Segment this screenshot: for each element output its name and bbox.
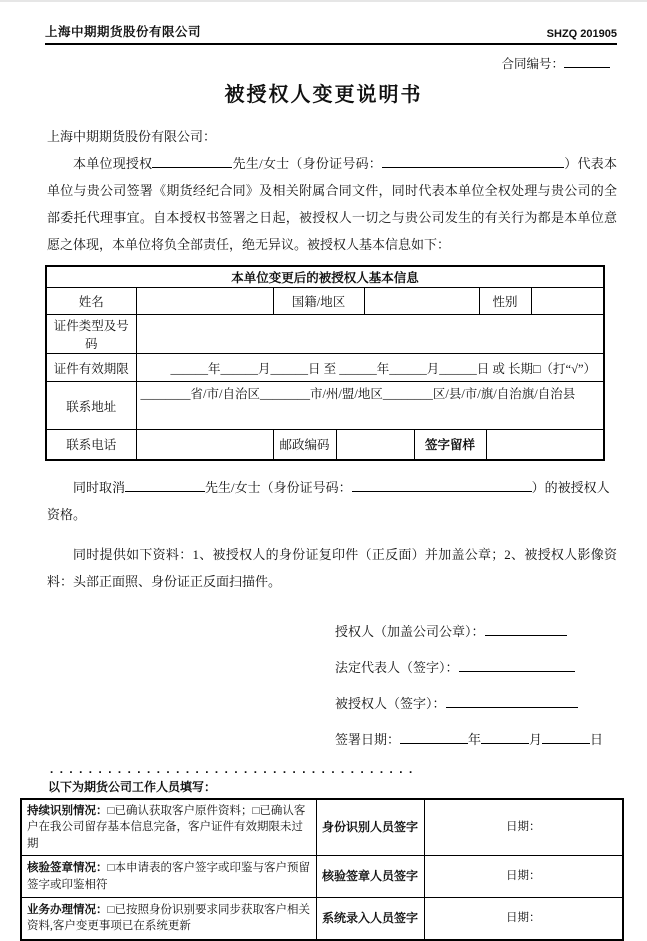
sign-month-blank — [481, 730, 529, 744]
paragraph-text: 先生/女士（身份证号码： — [205, 479, 352, 495]
legal-rep-sign-blank — [459, 658, 575, 672]
paragraph-text: 同时取消 — [73, 479, 126, 495]
gender-value-cell — [531, 288, 604, 315]
nationality-value-cell — [364, 288, 479, 315]
id-validity-label: 证件有效期限 — [46, 354, 136, 382]
table-row — [21, 898, 623, 940]
day-label: 日 — [590, 731, 604, 747]
postcode-label: 邮政编码 — [273, 430, 336, 460]
identity-check-signer-label: 身份识别人员签字 — [316, 799, 424, 856]
name-label: 姓名 — [46, 288, 136, 315]
authorizer-sign-line — [335, 621, 647, 641]
sign-day-blank — [542, 730, 590, 744]
signature-block — [335, 621, 647, 749]
row-text: □本申请表的客户签字或印鉴与客户预留签字或印鉴相符 — [27, 862, 310, 891]
name-value-cell — [136, 288, 273, 315]
authorizer-label: 授权人（加盖公司公章）： — [335, 623, 485, 639]
cancelled-name-blank-field — [125, 478, 205, 492]
document-body-2 — [47, 474, 617, 595]
gender-label: 性别 — [479, 288, 531, 315]
paragraph-text: 本单位现授权 — [73, 156, 153, 171]
id-type-value-cell — [136, 315, 604, 354]
contract-number-blank-field — [564, 54, 610, 68]
row-text: □已按照身份识别要求同步获取客户相关资料,客户变更事项已在系统更新 — [27, 903, 310, 933]
continuous-identification-cell — [21, 799, 316, 856]
postcode-value-cell — [336, 430, 414, 460]
sign-year-blank — [400, 730, 468, 744]
greeting-line: 上海中期期货股份有限公司： — [47, 129, 217, 144]
business-handling-cell — [21, 898, 316, 940]
document-body — [47, 123, 617, 258]
seal-check-signer-label: 核验签章人员签字 — [316, 856, 424, 898]
row-label: 持续识别情况： — [27, 804, 108, 817]
signature-sample-label: 签字留样 — [414, 430, 486, 460]
address-label: 联系地址 — [46, 382, 136, 430]
authorized-label: 被授权人（签字）： — [335, 695, 446, 711]
legal-rep-label: 法定代表人（签字）： — [335, 659, 459, 675]
document-title: 被授权人变更说明书 — [224, 84, 423, 106]
nationality-label: 国籍/地区 — [273, 288, 364, 315]
row-label: 核验签章情况： — [27, 862, 108, 874]
table-row — [21, 856, 623, 898]
authorized-person-info-table — [45, 265, 605, 461]
id-validity-value-cell: ______年______月______日 至 ______年______月______日 或 长期□（打“√”） — [136, 354, 604, 382]
year-label: 年 — [468, 731, 482, 747]
paragraph-text: 先生/女士（身份证号码： — [232, 156, 383, 171]
address-value-cell: ________省/市/自治区________市/州/盟/地区________区/县/市/旗/自治旗/自治县 — [136, 382, 604, 430]
phone-value-cell — [136, 430, 273, 460]
contract-number-row — [0, 54, 610, 72]
contract-number-label: 合同编号： — [501, 57, 564, 71]
cancellation-paragraph — [47, 474, 617, 528]
id-type-label: 证件类型及号码 — [46, 315, 136, 354]
table-row — [21, 799, 623, 856]
seal-verification-cell — [21, 856, 316, 898]
paragraph-text: ）代表本单位与贵公司签署《期货经纪合同》及相关附属合同文件，同时代表本单位全权处理与贵公司的全部委托代理事宜。自本授权书签署之日起，被授权人一切之与贵公司发生的有关行为都是本单位意愿之体现，本单位将负全部责任，绝无异议。被授权人基本信息如下： — [47, 156, 617, 252]
staff-note: 以下为期货公司工作人员填写： — [48, 779, 217, 794]
month-label: 月 — [529, 731, 543, 747]
date-label: 日期： — [424, 856, 623, 898]
materials-paragraph: 同时提供如下资料：1、被授权人的身份证复印件（正反面）并加盖公章；2、被授权人影像资料：头部正面照、身份证正反面扫描件。 — [47, 546, 617, 589]
id-number-blank-field — [382, 154, 564, 168]
cancelled-id-blank-field — [352, 478, 532, 492]
page-header — [45, 22, 617, 45]
doc-code: SHZQ 201905 — [546, 28, 617, 40]
sign-date-line — [335, 729, 647, 749]
row-label: 业务办理情况： — [27, 903, 108, 916]
legal-rep-sign-line — [335, 657, 647, 677]
system-entry-signer-label: 系统录入人员签字 — [316, 898, 424, 940]
row-text: □已确认获取客户原件资料；□已确认客户在我公司留存基本信息完备，客户证件有效期限未过期 — [27, 804, 306, 850]
staff-section — [20, 762, 628, 941]
dotted-separator: ...................................... — [48, 762, 417, 777]
authorization-paragraph — [47, 150, 617, 258]
info-table-title: 本单位变更后的被授权人基本信息 — [46, 266, 604, 288]
authorizer-sign-blank — [485, 622, 567, 636]
paragraph-text: 资格。 — [47, 506, 87, 522]
phone-label: 联系电话 — [46, 430, 136, 460]
authorized-name-blank-field — [152, 154, 232, 168]
company-name: 上海中期期货股份有限公司 — [45, 25, 202, 39]
authorized-sign-blank — [446, 694, 578, 708]
date-label: 日期： — [424, 799, 623, 856]
authorized-sign-line — [335, 693, 647, 713]
paragraph-text: ）的被授权人 — [531, 479, 610, 495]
date-label: 日期： — [424, 898, 623, 940]
staff-table — [20, 798, 624, 941]
signature-sample-value-cell — [486, 430, 604, 460]
sign-date-label: 签署日期： — [335, 731, 401, 747]
